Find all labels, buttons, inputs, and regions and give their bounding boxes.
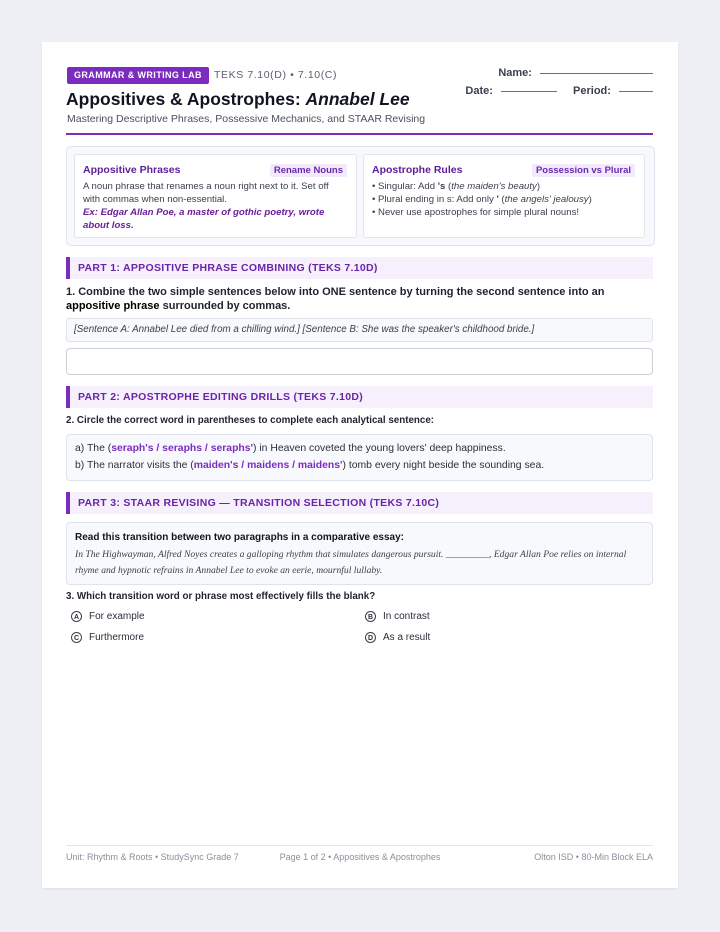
drill-text: b) The narrator visits the ( — [75, 460, 194, 471]
appositive-card-tag: Rename Nouns — [270, 164, 347, 177]
rule-example: the angels' jealousy — [504, 194, 589, 205]
part3-heading: PART 3: STAAR REVISING — TRANSITION SELECTION (TEKS 7.10C) — [66, 492, 653, 514]
option-a-text: For example — [89, 611, 145, 623]
period-label: Period: — [573, 85, 611, 97]
drill-item-b — [75, 460, 544, 471]
period-line[interactable] — [619, 90, 653, 92]
option-a-bubble[interactable]: A — [71, 611, 82, 622]
part1-heading: PART 1: APPOSITIVE PHRASE COMBINING (TEKS 7.10D) — [66, 257, 653, 279]
q1-bold: appositive phrase — [66, 300, 160, 312]
q1-text-end: surrounded by commas. — [159, 300, 291, 312]
option-b-text: In contrast — [383, 611, 430, 623]
date-line[interactable] — [501, 90, 557, 92]
date-period-row — [465, 85, 653, 97]
option-d[interactable] — [365, 632, 430, 643]
question-3: 3. Which transition word or phrase most effectively fills the blank? — [66, 591, 376, 602]
q1-text: 1. Combine the two simple sentences below into ONE sentence by turning the second sentence into an — [66, 286, 605, 298]
name-label: Name: — [498, 67, 532, 79]
rule-example: the maiden's beauty — [451, 181, 537, 192]
option-b-bubble[interactable]: B — [365, 611, 376, 622]
option-c-bubble[interactable]: C — [71, 632, 82, 643]
appositive-example: Ex: Edgar Allan Poe, a master of gothic poetry, wrote about loss. — [83, 207, 325, 231]
apostrophe-card-tag: Possession vs Plural — [532, 164, 635, 177]
worksheet-page — [42, 42, 678, 888]
essay-passage: In The Highwayman, Alfred Noyes creates a galloping rhythm that simulates dangerous pursuit. _________, Edgar Allan Poe relies on internal rhyme and hypnotic refrains in Annabel Lee to evoke an eerie, mournful lullaby. — [75, 549, 627, 576]
drill-choices[interactable]: seraph's / seraphs / seraphs' — [111, 443, 254, 454]
question-1 — [66, 285, 656, 313]
footer-right: Olton ISD • 80-Min Block ELA — [534, 852, 653, 862]
sentence-prompt: [Sentence A: Annabel Lee died from a chilling wind.] [Sentence B: She was the speaker's childhood bride.] — [66, 318, 653, 342]
rule-mark: ' — [496, 194, 499, 205]
question-2: 2. Circle the correct word in parentheses to complete each analytical sentence: — [66, 415, 435, 426]
apostrophe-drill-box — [66, 434, 653, 481]
appositive-card-body — [83, 180, 348, 232]
passage-lead: Read this transition between two paragraphs in a comparative essay: — [75, 532, 404, 543]
appositive-card — [74, 154, 357, 238]
appositive-card-title: Appositive Phrases — [83, 164, 181, 176]
apostrophe-card-body — [372, 180, 636, 219]
drill-choices[interactable]: maiden's / maidens / maidens' — [193, 460, 343, 471]
apostrophe-rule-singular — [372, 180, 636, 193]
drill-text: ) tomb every night beside the sounding sea. — [342, 460, 545, 471]
answer-box[interactable] — [66, 348, 653, 375]
header-rule — [66, 133, 653, 135]
drill-item-a — [75, 443, 506, 454]
lab-badge: GRAMMAR & WRITING LAB — [67, 67, 209, 84]
rule-mark: 's — [437, 181, 446, 192]
rule-paren: ) — [536, 181, 541, 192]
date-label: Date: — [465, 85, 493, 97]
apostrophe-card — [363, 154, 645, 238]
option-a[interactable] — [71, 611, 145, 622]
option-b[interactable] — [365, 611, 430, 622]
apostrophe-rule-plural — [372, 193, 636, 206]
option-c[interactable] — [71, 632, 144, 643]
rule-paren: ) — [588, 194, 592, 205]
option-d-text: As a result — [383, 632, 431, 644]
rule-text: • Plural ending in s: Add only — [372, 194, 497, 205]
option-d-bubble[interactable]: D — [365, 632, 376, 643]
page-subtitle: Mastering Descriptive Phrases, Possessive Mechanics, and STAAR Revising — [67, 113, 426, 125]
page-title — [66, 89, 410, 110]
name-field[interactable] — [498, 67, 653, 79]
title-poem: Annabel Lee — [305, 89, 410, 109]
apostrophe-card-title: Apostrophe Rules — [372, 164, 463, 176]
transition-passage-box — [66, 522, 653, 585]
rule-text: • Singular: Add — [372, 181, 438, 192]
apostrophe-rule-never: • Never use apostrophes for simple plural nouns! — [372, 207, 580, 218]
name-line — [540, 72, 653, 74]
title-main: Appositives & Apostrophes: — [66, 89, 306, 109]
rule-paren: ( — [445, 181, 452, 192]
appositive-definition: A noun phrase that renames a noun right next to it. Set off with commas when non-essential. — [83, 181, 329, 205]
drill-text: ) in Heaven coveted the young lovers' deep happiness. — [253, 443, 506, 454]
drill-text: a) The ( — [75, 443, 112, 454]
teks-code: TEKS 7.10(D) • 7.10(C) — [214, 69, 338, 81]
part2-heading: PART 2: APOSTROPHE EDITING DRILLS (TEKS 7.10D) — [66, 386, 653, 408]
rule-paren: ( — [498, 194, 505, 205]
footer-rule — [66, 845, 653, 846]
footer-left: Unit: Rhythm & Roots • StudySync Grade 7 — [66, 852, 239, 862]
footer-center: Page 1 of 2 • Appositives & Apostrophes — [279, 852, 441, 862]
reference-panel — [66, 146, 655, 246]
option-c-text: Furthermore — [89, 632, 145, 644]
